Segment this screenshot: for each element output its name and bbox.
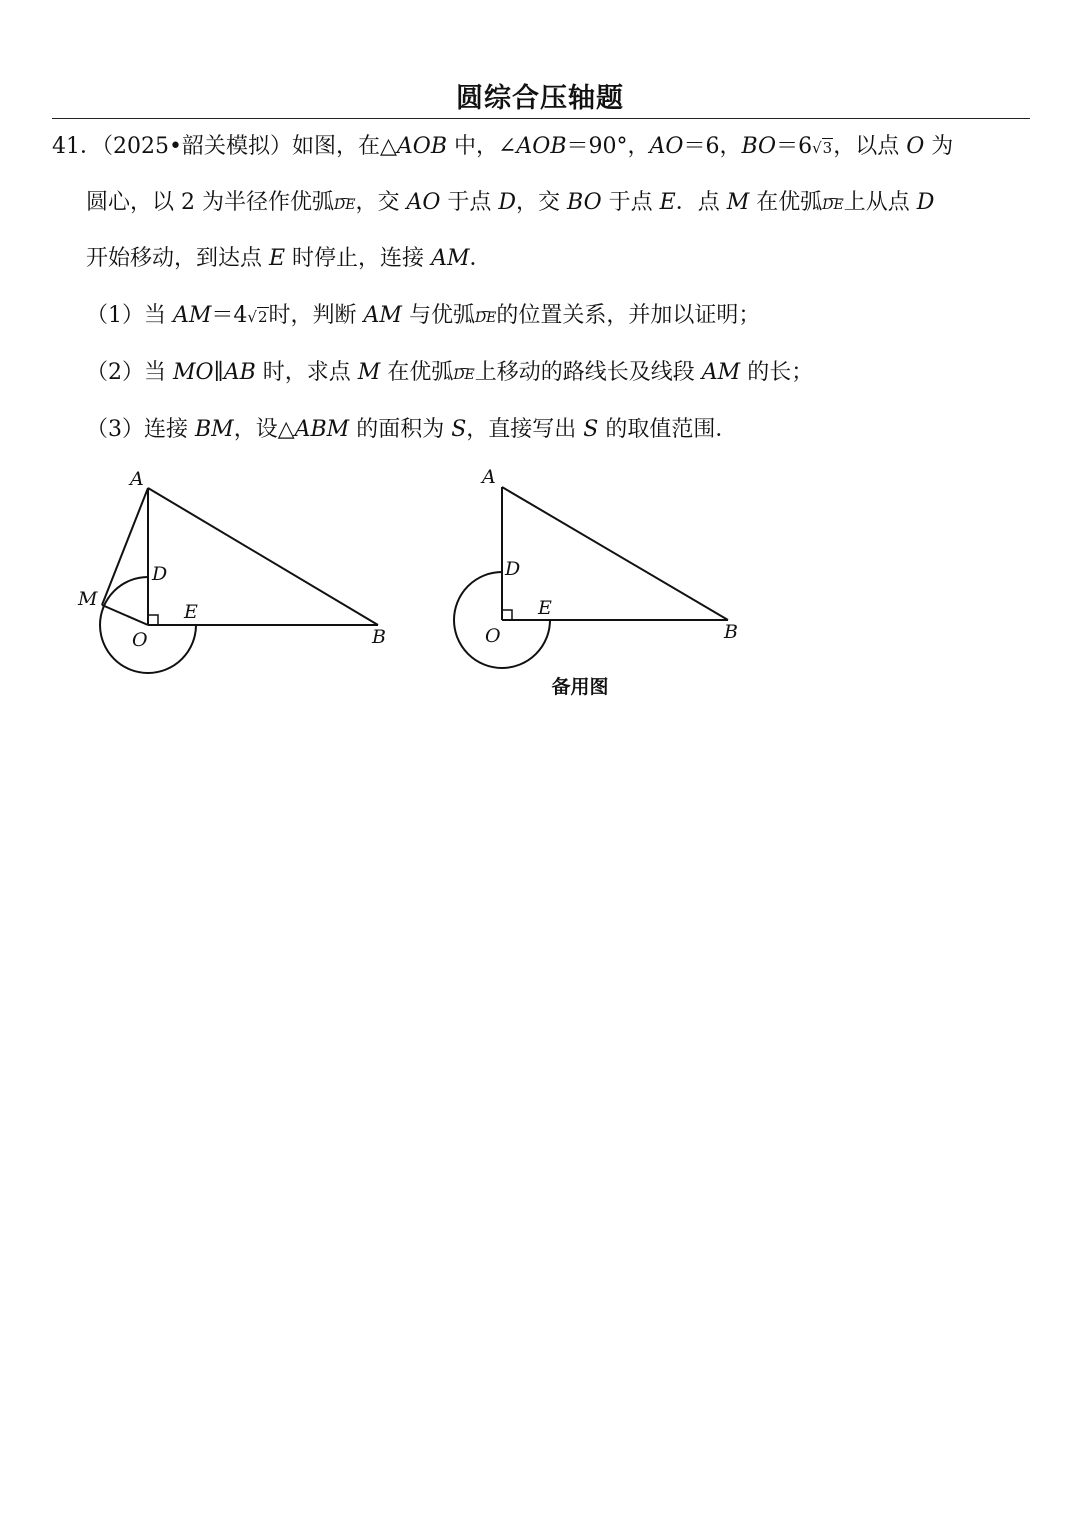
var: AM [363,303,402,328]
segment-ab [502,487,728,620]
text: ，直接写出 [466,417,584,442]
text: （3）连接 [86,417,195,442]
var: M [357,360,381,385]
question-1 [86,301,760,333]
text: 的长； [740,360,814,385]
var: D [916,190,935,215]
var: S [451,417,467,442]
segment-ab [148,488,378,625]
text: （1）当 [86,303,173,328]
problem-line-3 [86,244,492,274]
var: AM [173,303,212,328]
text: 的位置关系，并加以证明； [496,303,761,328]
text: 如图，在△ [291,134,397,159]
label-o: O [132,629,148,651]
text: 时停止，连接 [285,246,432,271]
var: BO [567,190,602,215]
text: ，设△ [233,417,295,442]
arc-de: DE [453,367,475,383]
problem-source: （2025•韶关模拟） [102,134,292,159]
question-3 [86,415,737,445]
text: 的取值范围． [598,417,738,442]
text: ，以点 [833,134,907,159]
var: ABM [294,417,350,442]
text: 于点 [601,190,660,215]
text: ＝90°， [566,134,650,159]
radicand: 3 [822,139,833,157]
var: E [659,190,676,215]
label-b: B [372,626,386,648]
var: O [906,134,925,159]
var: BM [195,417,234,442]
text: ． [469,246,492,271]
question-2 [86,358,813,390]
arc-de: DE [822,197,844,213]
var: E [269,246,286,271]
figure-backup [430,460,760,670]
arc-de: DE [474,310,497,326]
segment-mo [102,605,148,625]
text: 时，求点 [255,360,358,385]
label-d: D [152,563,168,585]
text: 为 [924,134,954,159]
text: ＝6， [683,134,742,159]
text: 中，∠ [446,134,517,159]
text: 与优弧 [401,303,475,328]
label-b: B [724,621,738,643]
text: 在优弧 [749,190,823,215]
text: 在优弧 [380,360,454,385]
var: AM [431,246,470,271]
page-title: 圆综合压轴题 [456,83,624,114]
var: MO [173,360,214,385]
text: 开始移动，到达点 [86,246,269,271]
var: S [583,417,599,442]
arc-de: DE [333,197,356,213]
text: （2）当 [86,360,173,385]
var: AM [701,360,741,385]
label-o: O [485,625,501,647]
sqrt-expression: √2 [247,308,268,326]
text: 于点 [440,190,499,215]
segment-am [102,488,148,605]
text: ，交 [516,190,568,215]
var: BO [741,134,777,159]
label-a: A [130,468,144,490]
text: 上从点 [843,190,917,215]
text: 时，判断 [268,303,364,328]
text: ．点 [675,190,727,215]
var: M [726,190,750,215]
right-angle-mark [148,615,158,625]
right-angle-mark [502,610,512,620]
text: 圆心，以 2 为半径作优弧 [86,190,334,215]
label-e: E [184,601,198,623]
problem-line-2 [86,188,934,220]
text: ∥ [213,360,224,385]
var: AO [406,190,441,215]
figure-caption: 备用图 [551,676,609,698]
var: D [498,190,517,215]
text: ＝6 [776,134,813,159]
label-a: A [482,466,496,488]
var: AOB [396,134,447,159]
text: 的面积为 [349,417,452,442]
var: AO [649,134,684,159]
problem-line-1 [52,132,953,163]
sqrt-expression: √3 [812,139,833,157]
text: 上移动的路线长及线段 [474,360,702,385]
radicand: 2 [257,308,268,326]
var: AOB [516,134,567,159]
label-d: D [505,558,521,580]
title-divider [52,118,1030,119]
text: ＝4 [211,303,248,328]
problem-number: 41． [52,134,102,159]
figure-main [60,460,420,690]
label-e: E [538,597,552,619]
label-m: M [78,588,98,610]
text: ，交 [355,190,407,215]
var: AB [223,360,256,385]
